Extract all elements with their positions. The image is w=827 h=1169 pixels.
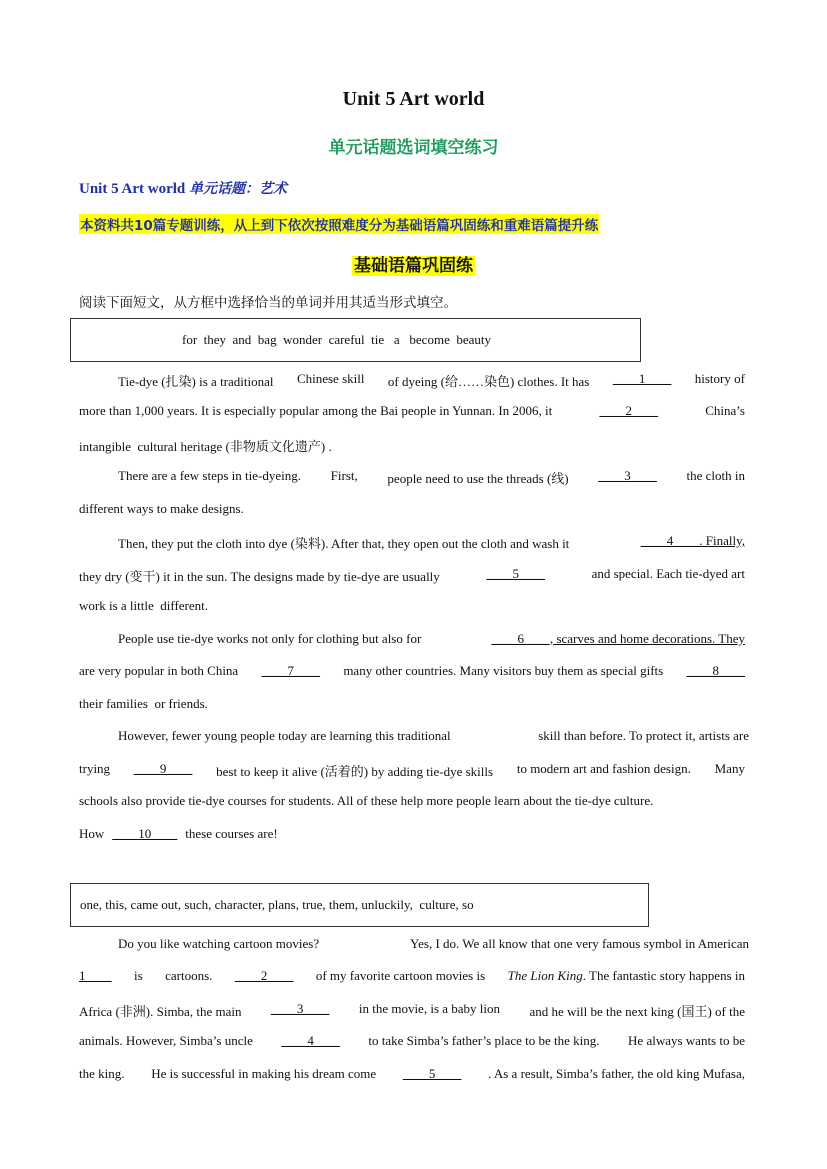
movie-title bbox=[508, 968, 745, 984]
blank-4: ____4____. Finally, bbox=[640, 533, 745, 548]
passage2-line bbox=[79, 1001, 745, 1020]
blank-p2-4: ____4____ bbox=[281, 1033, 340, 1048]
page-subtitle: 单元话题选词填空练习 bbox=[328, 138, 499, 158]
passage1-line bbox=[79, 761, 745, 780]
text-run: to take Simba’s father’s place to be the king. bbox=[368, 1033, 600, 1048]
text-run: is bbox=[133, 968, 143, 983]
passage1-line bbox=[118, 631, 745, 647]
text-run: People use tie-dye works not only for clothing but also for bbox=[118, 631, 422, 646]
passage2-line bbox=[79, 1033, 745, 1049]
text-run: Africa (非洲). Simba, the main bbox=[79, 1004, 242, 1019]
passage1-line bbox=[118, 371, 745, 390]
text-run: and he will be the next king (国王) of the bbox=[529, 1004, 745, 1019]
passage1-line bbox=[79, 598, 745, 614]
passage1-line bbox=[118, 728, 749, 744]
blank-7: ____7____ bbox=[261, 663, 321, 678]
blank-p2-1: 1____ bbox=[79, 968, 112, 983]
passage1-line bbox=[79, 436, 745, 455]
word-box-2-text: one, this, came out, such, character, plans, true, them, unluckily, culture, so bbox=[80, 897, 474, 912]
blank-p2-2: ____2____ bbox=[234, 968, 294, 983]
section-heading bbox=[0, 251, 827, 276]
passage1-line bbox=[118, 468, 745, 487]
text-run: the king. bbox=[79, 1066, 125, 1081]
text-run: many other countries. Many visitors buy them as special gifts bbox=[343, 663, 664, 678]
movie-title-text: The Lion King bbox=[507, 968, 583, 983]
passage2-line bbox=[79, 968, 745, 984]
text-run: . The fantastic story happens in bbox=[582, 968, 745, 983]
text-run: more than 1,000 years. It is especially popular among the Bai people in Yunnan. In 2006, it bbox=[79, 403, 553, 418]
text-run: Do you like watching cartoon movies? bbox=[118, 936, 320, 951]
passage1-line bbox=[79, 566, 745, 585]
topic-en: Unit 5 Art world bbox=[79, 181, 189, 197]
text-run: trying bbox=[79, 761, 111, 776]
text-run: in the movie, is a baby lion bbox=[358, 1001, 501, 1016]
page-title: Unit 5 Art world bbox=[342, 88, 485, 110]
text-run: skill than before. To protect it, artists are bbox=[538, 728, 749, 743]
passage1-line bbox=[79, 696, 745, 712]
blank-6: ____6____, scarves and home decorations. They bbox=[491, 631, 745, 646]
passage1-line bbox=[79, 501, 745, 517]
text-run: they dry (变干) it in the sun. The designs made by tie-dye are usually bbox=[79, 569, 440, 584]
blank-3: ____3____ bbox=[598, 468, 657, 483]
section-title: 基础语篇巩固练 bbox=[354, 256, 473, 276]
passage2-line bbox=[79, 1066, 745, 1082]
blank-2: ____2____ bbox=[599, 403, 658, 418]
text-run: best to keep it alive (活着的) by adding tie-dye skills bbox=[216, 764, 494, 779]
text-run: Many bbox=[714, 761, 745, 776]
text-run: of dyeing (给……染色) clothes. It has bbox=[387, 374, 590, 389]
passage2-line bbox=[118, 936, 749, 952]
passage1-line bbox=[79, 403, 745, 419]
text-run: their families or friends. bbox=[79, 696, 208, 711]
topic-cn: 单元话题：艺术 bbox=[189, 181, 287, 197]
text-run: There are a few steps in tie-dyeing. bbox=[118, 468, 302, 483]
blank-1: ____1____ bbox=[612, 371, 672, 386]
passage1-line bbox=[79, 793, 749, 809]
passage1-line bbox=[79, 663, 745, 679]
highlight-notice: 本资料共10篇专题训练，从上到下依次按照难度分为基础语篇巩固练和重难语篇提升练 bbox=[79, 214, 599, 234]
text-run: Then, they put the cloth into dye (染料). After that, they open out the cloth and wash it bbox=[118, 536, 570, 551]
instruction-text: 阅读下面短文，从方框中选择恰当的单词并用其适当形式填空。 bbox=[79, 295, 457, 311]
blank-10: ____10____ bbox=[112, 826, 178, 841]
text-run: How bbox=[79, 826, 105, 841]
text-run: intangible cultural heritage (非物质文化遗产) . bbox=[79, 439, 332, 454]
text-run: history of bbox=[694, 371, 745, 386]
passage1-line bbox=[118, 533, 745, 552]
text-run: . As a result, Simba’s father, the old king Mufasa, bbox=[488, 1066, 745, 1081]
text-run: people need to use the threads (线) bbox=[387, 471, 569, 486]
blank-9: ____9____ bbox=[133, 761, 193, 776]
text-run: He is successful in making his dream come bbox=[151, 1066, 377, 1081]
word-box-1-text: for they and bag wonder careful tie a become beauty bbox=[182, 332, 491, 347]
unit-topic bbox=[79, 178, 287, 198]
text-run: Tie-dye (扎染) is a traditional bbox=[118, 374, 274, 389]
text-run: However, fewer young people today are learning this traditional bbox=[118, 728, 451, 743]
text-run: these courses are! bbox=[185, 826, 278, 841]
text-run: animals. However, Simba’s uncle bbox=[79, 1033, 253, 1048]
text-run: cartoons. bbox=[165, 968, 213, 983]
text-run: work is a little different. bbox=[79, 598, 209, 613]
text-run: Yes, I do. We all know that one very famous symbol in American bbox=[410, 936, 749, 951]
text-run: the cloth in bbox=[686, 468, 745, 483]
text-run: China’s bbox=[705, 403, 745, 418]
blank-8: ____8____ bbox=[686, 663, 745, 678]
text-run: of my favorite cartoon movies is bbox=[315, 968, 486, 983]
passage1-line bbox=[79, 826, 745, 842]
blank-5: ____5____ bbox=[486, 566, 545, 581]
blank-p2-5: ____5____ bbox=[402, 1066, 462, 1081]
text-run: He always wants to be bbox=[628, 1033, 745, 1048]
blank-p2-3: ____3____ bbox=[270, 1001, 330, 1016]
word-box-2 bbox=[70, 883, 649, 927]
text-run: are very popular in both China bbox=[79, 663, 239, 678]
text-run: and special. Each tie-dyed art bbox=[591, 566, 745, 581]
text-run: Chinese skill bbox=[296, 371, 365, 386]
text-run: different ways to make designs. bbox=[79, 501, 244, 516]
text-run: schools also provide tie-dye courses for students. All of these help more people learn about the tie-dye culture. bbox=[79, 793, 654, 808]
text-run: First, bbox=[330, 468, 358, 483]
word-box-1 bbox=[70, 318, 641, 362]
text-run: to modern art and fashion design. bbox=[516, 761, 691, 776]
